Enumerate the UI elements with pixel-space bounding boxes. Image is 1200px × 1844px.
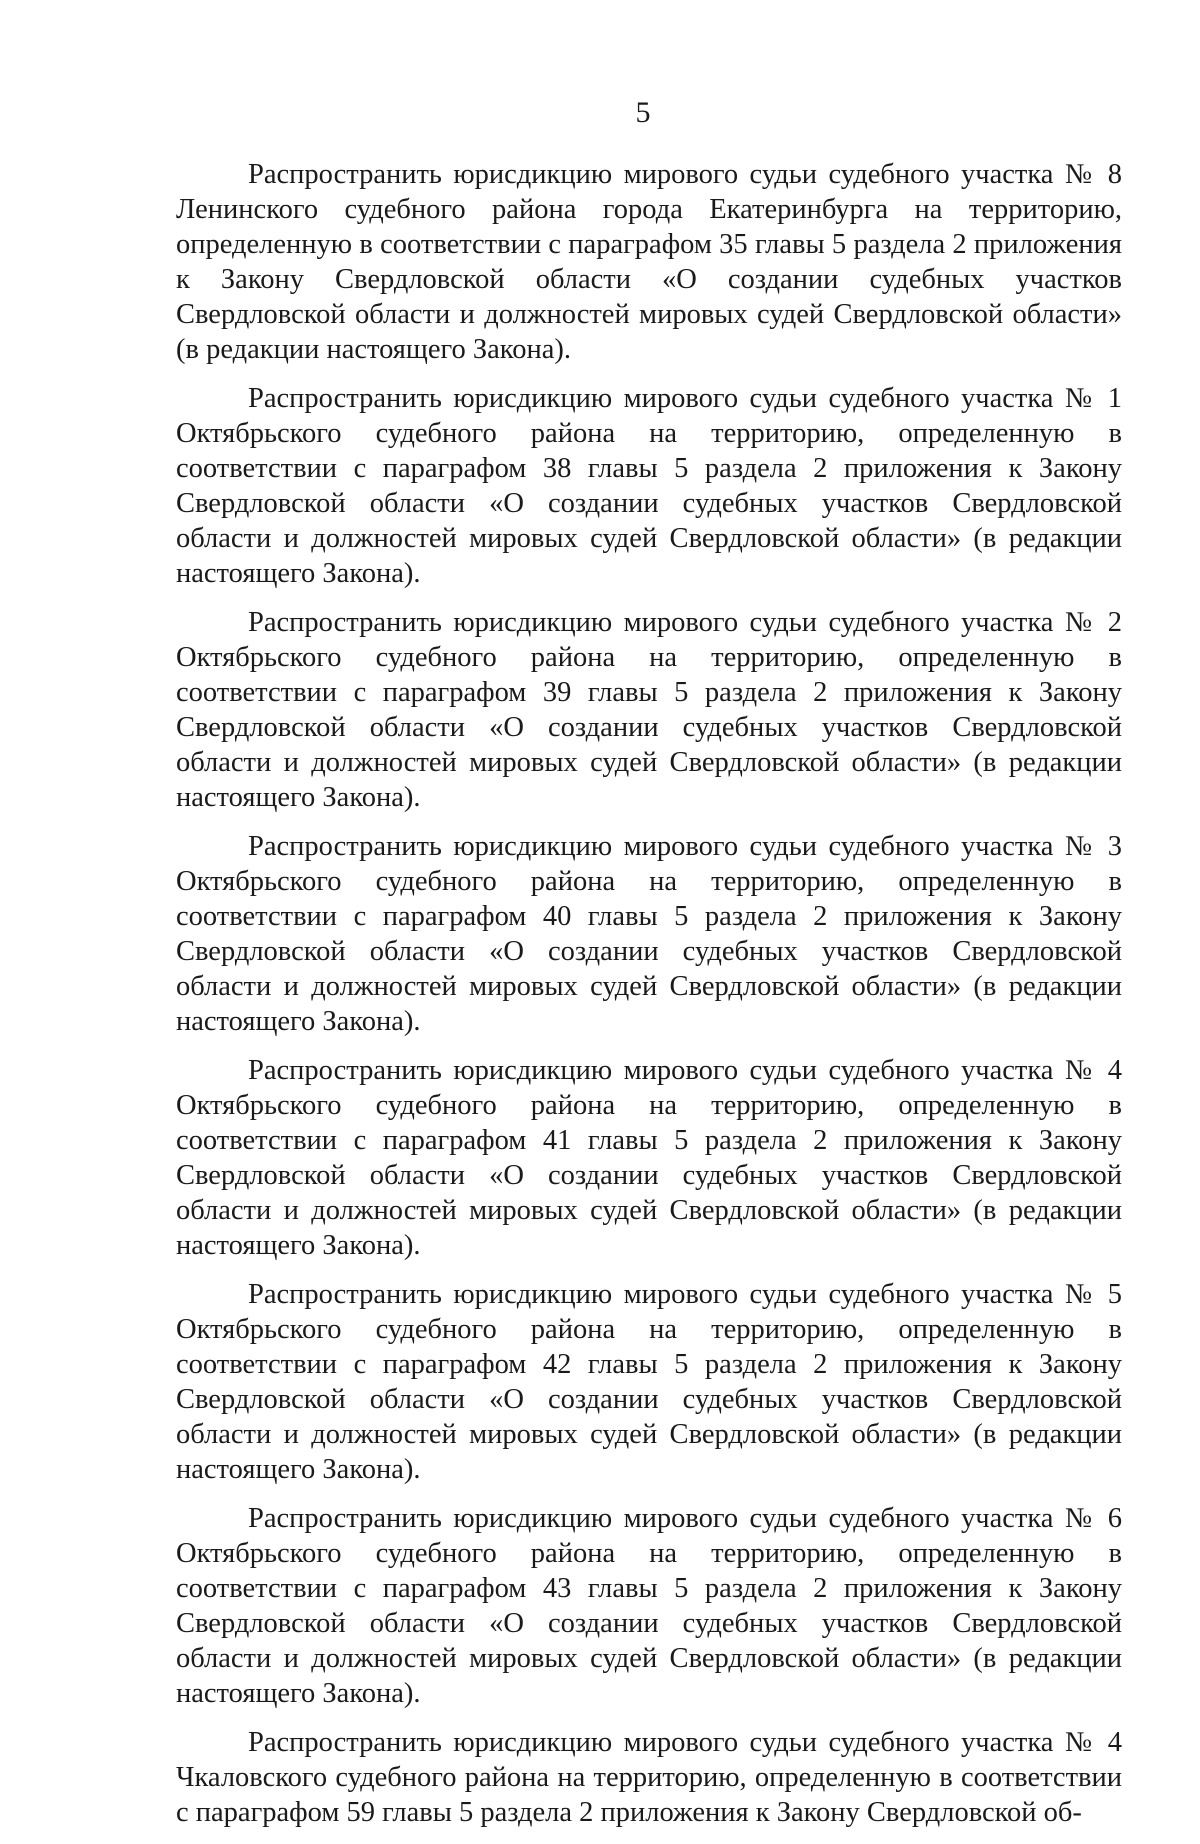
paragraph-jurisdiction-oktyabrsky-4: Распространить юрисдикцию мирового судьи судебного участка № 4 Октябрьского судебного района на территорию, определенную в соответствии с параграфом 41 главы 5 раздела 2 приложения к Закону Свердловской области «О создании судебных участков Свердловской области и должностей мировых судей Свердловской области» (в редакции настоящего Закона). [176,1055,1122,1261]
document-body [176,157,1122,1844]
paragraph-jurisdiction-oktyabrsky-3: Распространить юрисдикцию мирового судьи судебного участка № 3 Октябрьского судебного района на территорию, определенную в соответствии с параграфом 40 главы 5 раздела 2 приложения к Закону Свердловской области «О создании судебных участков Свердловской области и должностей мировых судей Свердловской области» (в редакции настоящего Закона). [176,831,1122,1037]
paragraph-jurisdiction-oktyabrsky-5: Распространить юрисдикцию мирового судьи судебного участка № 5 Октябрьского судебного района на территорию, определенную в соответствии с параграфом 42 главы 5 раздела 2 приложения к Закону Свердловской области «О создании судебных участков Свердловской области и должностей мировых судей Свердловской области» (в редакции настоящего Закона). [176,1279,1122,1485]
paragraph-jurisdiction-oktyabrsky-1: Распространить юрисдикцию мирового судьи судебного участка № 1 Октябрьского судебного района на территорию, определенную в соответствии с параграфом 38 главы 5 раздела 2 приложения к Закону Свердловской области «О создании судебных участков Свердловской области и должностей мировых судей Свердловской области» (в редакции настоящего Закона). [176,383,1122,589]
page-number: 5 [635,96,651,129]
paragraph-jurisdiction-chkalovsky-4: Распространить юрисдикцию мирового судьи судебного участка № 4 Чкаловского судебного района на территорию, определенную в соответствии с параграфом 59 главы 5 раздела 2 приложения к Закону Свердловской об- [176,1727,1122,1828]
paragraph-jurisdiction-oktyabrsky-2: Распространить юрисдикцию мирового судьи судебного участка № 2 Октябрьского судебного района на территорию, определенную в соответствии с параграфом 39 главы 5 раздела 2 приложения к Закону Свердловской области «О создании судебных участков Свердловской области и должностей мировых судей Свердловской области» (в редакции настоящего Закона). [176,607,1122,813]
paragraph-jurisdiction-leninsky-8: Распространить юрисдикцию мирового судьи судебного участка № 8 Ленинского судебного района города Екатеринбурга на территорию, определенную в соответствии с параграфом 35 главы 5 раздела 2 приложения к Закону Свердловской области «О создании судебных участков Свердловской области и должностей мировых судей Свердловской области» (в редакции настоящего Закона). [176,159,1122,365]
paragraph-jurisdiction-oktyabrsky-6: Распространить юрисдикцию мирового судьи судебного участка № 6 Октябрьского судебного района на территорию, определенную в соответствии с параграфом 43 главы 5 раздела 2 приложения к Закону Свердловской области «О создании судебных участков Свердловской области и должностей мировых судей Свердловской области» (в редакции настоящего Закона). [176,1503,1122,1709]
